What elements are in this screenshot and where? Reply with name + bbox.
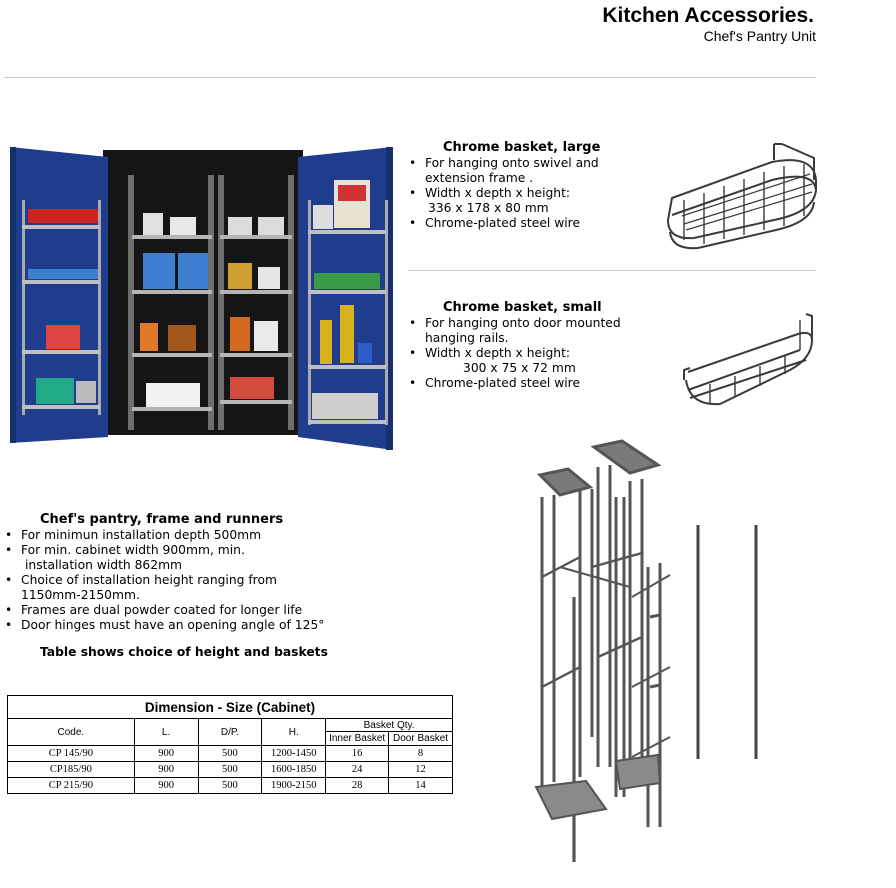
col-header-door: Door Basket bbox=[389, 732, 453, 746]
col-header-h: H. bbox=[262, 719, 326, 746]
table-caption: Dimension - Size (Cabinet) bbox=[8, 696, 453, 719]
list-item: • For hanging onto door mounted hanging rails. bbox=[408, 316, 621, 346]
list-item: • Width x depth x height: 300 x 75 x 72 mm bbox=[408, 346, 621, 376]
basket-small-heading: Chrome basket, small bbox=[443, 300, 602, 315]
list-item: • Frames are dual powder coated for longer life bbox=[4, 603, 324, 618]
basket-large-specs bbox=[408, 156, 599, 231]
pantry-frame-specs bbox=[4, 528, 324, 633]
col-header-basket-qty: Basket Qty. bbox=[326, 719, 453, 732]
table-row: CP 145/90 900 500 1200-1450 16 8 bbox=[8, 746, 453, 762]
pantry-frame-drawing bbox=[520, 437, 770, 867]
list-item: • For hanging onto swivel and extension frame . bbox=[408, 156, 599, 186]
col-header-inner: Inner Basket bbox=[326, 732, 389, 746]
section-divider bbox=[408, 270, 816, 271]
page-title: Kitchen Accessories. bbox=[602, 4, 814, 27]
list-item: • Width x depth x height: 336 x 178 x 80 mm bbox=[408, 186, 599, 216]
list-item: • For min. cabinet width 900mm, min. installation width 862mm bbox=[4, 543, 324, 573]
col-header-code: Code. bbox=[8, 719, 135, 746]
list-item: • Choice of installation height ranging from 1150mm-2150mm. bbox=[4, 573, 324, 603]
small-basket-drawing bbox=[680, 310, 820, 410]
table-row: CP 215/90 900 500 1900-2150 28 14 bbox=[8, 778, 453, 794]
table-row: CP185/90 900 500 1600-1850 24 12 bbox=[8, 762, 453, 778]
col-header-dp: D/P. bbox=[198, 719, 262, 746]
top-divider bbox=[4, 77, 816, 78]
list-item: • Chrome-plated steel wire bbox=[408, 216, 599, 231]
pantry-frame-heading: Chef's pantry, frame and runners bbox=[40, 512, 284, 527]
large-basket-drawing bbox=[664, 140, 824, 255]
dimension-table bbox=[7, 695, 453, 794]
page-subtitle: Chef's Pantry Unit bbox=[703, 28, 816, 44]
basket-small-specs bbox=[408, 316, 621, 391]
list-item: • For minimun installation depth 500mm bbox=[4, 528, 324, 543]
table-note: Table shows choice of height and baskets bbox=[40, 645, 328, 659]
pantry-cabinet-photo bbox=[8, 145, 393, 455]
list-item: • Chrome-plated steel wire bbox=[408, 376, 621, 391]
list-item: • Door hinges must have an opening angle of 125° bbox=[4, 618, 324, 633]
basket-large-heading: Chrome basket, large bbox=[443, 140, 601, 155]
col-header-l: L. bbox=[134, 719, 198, 746]
